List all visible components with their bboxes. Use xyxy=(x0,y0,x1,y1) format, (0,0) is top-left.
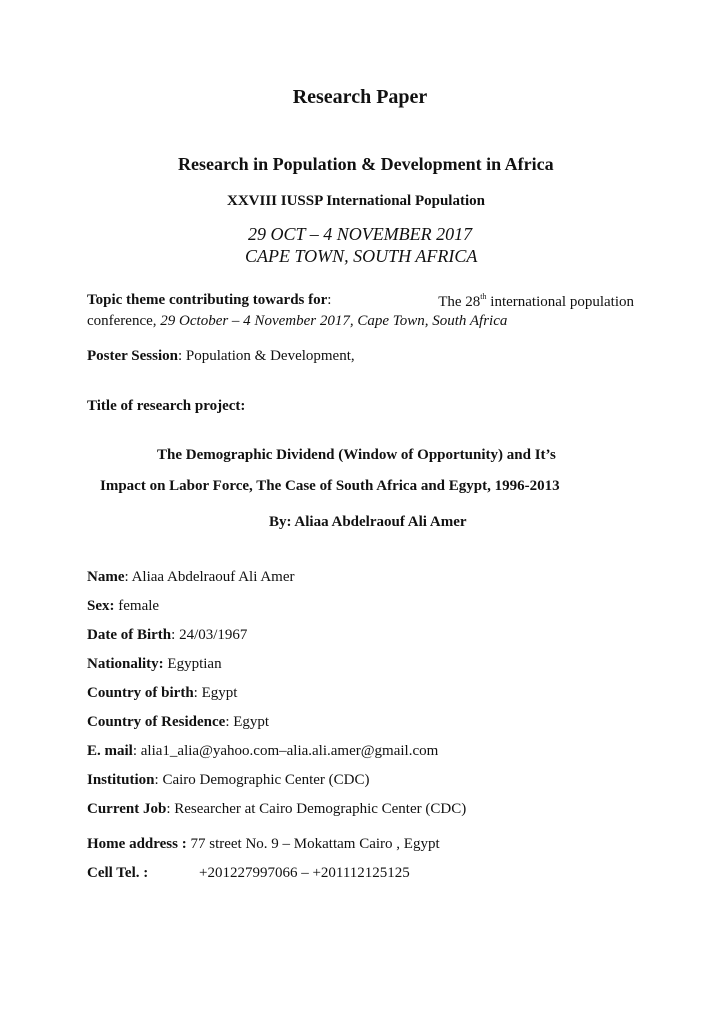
field-value: +201227997066 – +201112125125 xyxy=(199,865,410,881)
topic-line2-prefix: conference, xyxy=(87,313,157,329)
field-home-address xyxy=(87,836,440,853)
field-value: Egypt xyxy=(233,714,270,730)
topic-text-wrap xyxy=(438,292,634,311)
poster-label: Poster Session xyxy=(87,348,178,364)
topic-line-1 xyxy=(87,292,634,311)
field-institution: Institution: Cairo Demographic Center (CDC) xyxy=(87,772,370,788)
document-heading: Research Paper xyxy=(292,86,428,108)
topic-superscript: th xyxy=(480,292,487,301)
field-value: 24/03/1967 xyxy=(179,627,248,643)
conference-dates: 29 OCT – 4 NOVEMBER 2017 xyxy=(248,224,473,244)
project-title-label: Title of research project: xyxy=(87,398,246,414)
field-value: 77 street No. 9 – Mokattam Cairo , Egypt xyxy=(190,836,440,852)
field-label: Current Job xyxy=(87,801,167,817)
field-value: Egypt xyxy=(201,685,238,701)
field-sex xyxy=(87,598,159,615)
project-title-line-1: The Demographic Dividend (Window of Opportunity) and It’s xyxy=(157,447,556,463)
topic-label-wrap: Topic theme contributing towards for: xyxy=(87,292,332,308)
field-value: Aliaa Abdelraouf Ali Amer xyxy=(131,569,295,585)
field-value: Researcher at Cairo Demographic Center (CDC) xyxy=(174,801,467,817)
field-nationality xyxy=(87,656,222,673)
topic-line-2 xyxy=(87,313,507,330)
field-current-job: Current Job: Researcher at Cairo Demographic Center (CDC) xyxy=(87,801,467,817)
series-title: Research in Population & Development in Africa xyxy=(178,154,554,174)
conference-location: CAPE TOWN, SOUTH AFRICA xyxy=(245,246,478,266)
field-label: Nationality: xyxy=(87,656,164,672)
field-country-of-residence: Country of Residence: Egypt xyxy=(87,714,270,730)
field-label: Cell Tel. : xyxy=(87,865,149,881)
field-email: E. mail: alia1_alia@yahoo.com–alia.ali.amer@gmail.com xyxy=(87,743,439,759)
field-label: Name xyxy=(87,569,125,585)
field-country-of-birth: Country of birth: Egypt xyxy=(87,685,238,701)
field-value: Cairo Demographic Center (CDC) xyxy=(162,772,370,788)
field-label: Date of Birth xyxy=(87,627,172,643)
field-value: Egyptian xyxy=(167,656,222,672)
field-label: E. mail xyxy=(87,743,133,759)
topic-text: The 28 xyxy=(438,294,481,310)
topic-text-post: international population xyxy=(490,294,634,310)
topic-label: Topic theme contributing towards for xyxy=(87,292,328,308)
field-cell-tel xyxy=(87,865,410,882)
field-label: Home address : xyxy=(87,836,187,852)
field-dob: Date of Birth: 24/03/1967 xyxy=(87,627,248,643)
field-label: Institution xyxy=(87,772,155,788)
conference-name: XXVIII IUSSP International Population xyxy=(227,193,485,209)
poster-session: Poster Session: Population & Development, xyxy=(87,348,355,364)
project-title-line-2: Impact on Labor Force, The Case of South Africa and Egypt, 1996-2013 xyxy=(100,478,560,494)
field-value: female xyxy=(118,598,160,614)
field-label: Country of Residence xyxy=(87,714,226,730)
field-label: Country of birth xyxy=(87,685,194,701)
topic-line2-italic: 29 October – 4 November 2017, Cape Town, South Africa xyxy=(160,313,508,329)
poster-value: Population & Development, xyxy=(185,348,355,364)
field-label: Sex: xyxy=(87,598,115,614)
author-byline: By: Aliaa Abdelraouf Ali Amer xyxy=(269,514,467,530)
email-value[interactable]: alia1_alia@yahoo.com–alia.ali.amer@gmail.com xyxy=(140,743,439,759)
field-name: Name: Aliaa Abdelraouf Ali Amer xyxy=(87,569,295,585)
